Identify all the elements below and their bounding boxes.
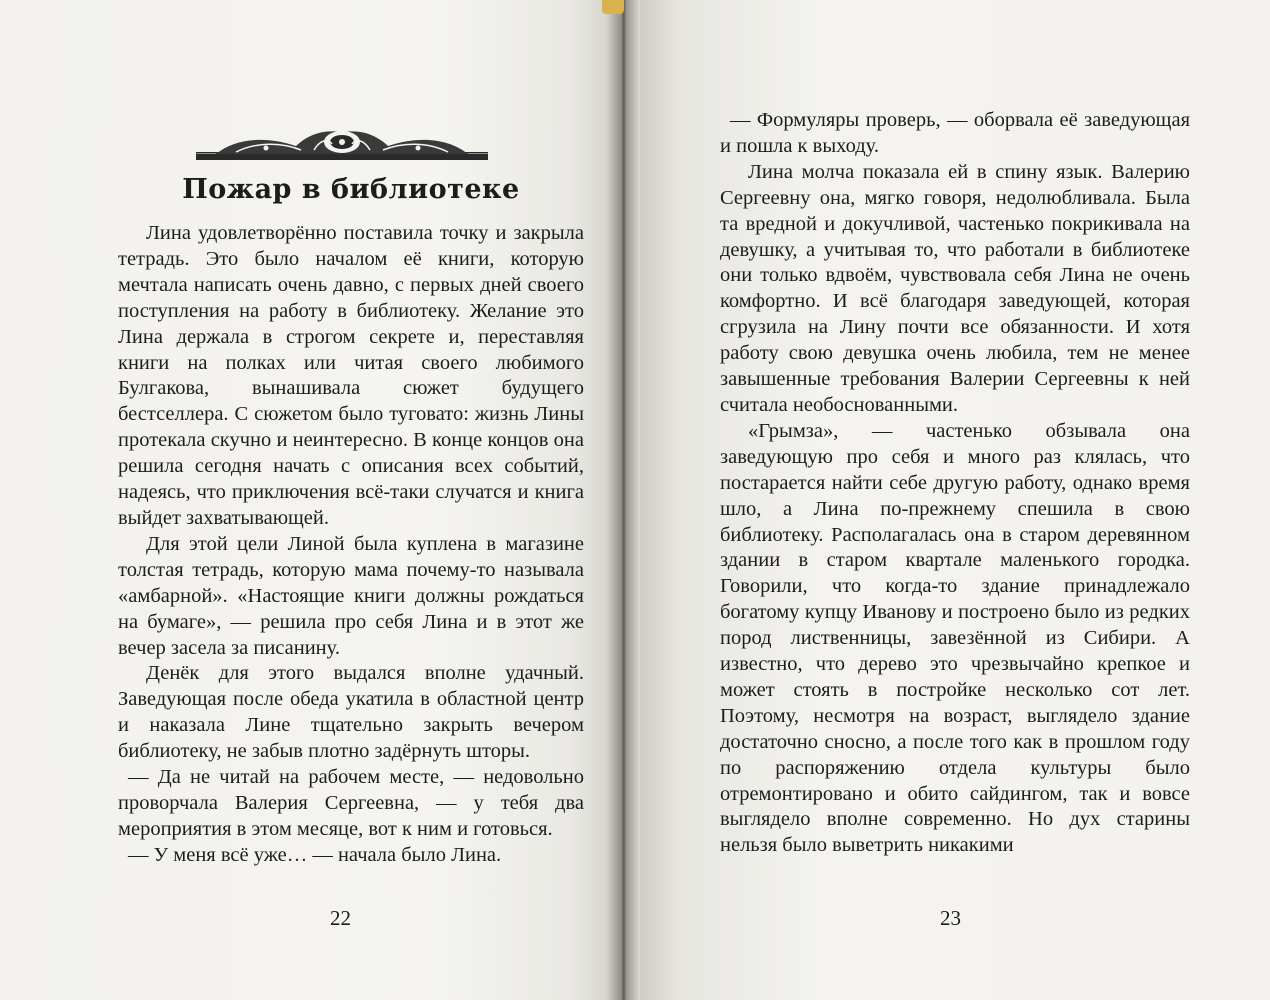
dialogue-line: — У меня всё уже… — начала было Лина. [128,843,502,866]
bookmark-ribbon [602,0,624,14]
dialogue-line: — Да не читай на рабочем месте, — недовольно проворчала Валерия Сергеевна, — у тебя два мероприятия в этом месяце, вот к ним и готовься. [118,766,584,840]
dialogue-line: — Формуляры проверь, — оборвала её заведующая и пошла к выходу. [720,109,1190,157]
right-page [630,0,1270,1000]
paragraph: Денёк для этого выдался вполне удачный. Заведующая после обеда укатила в областной центр и наказала Лине тщательно закрыть вечером библиотеку, не забыв плотно задёрнуть шторы. [118,662,584,763]
right-page-text [720,108,1190,859]
paragraph: Лина удовлетворённо поставила точку и закрыла тетрадь. Это было началом её книги, которую мечтала написать очень давно, с первых дней своего поступления на работу в библиотеку. Желание это Лина держала в строгом секрете и, переставляя книги на полках или читая своего любимого Булгакова, вынашивала сюжет будущего бестселлера. С сюжетом было туговато: жизнь Лины протекала скучно и неинтересно. В конце концов она решила сегодня начать с описания всех событий, надеясь, что приключения всё-таки случатся и книга выйдет захватывающей. [118,222,584,529]
paragraph: Для этой цели Линой была куплена в магазине толстая тетрадь, которую мама почему-то называла «амбарной». «Настоящие книги должны рождаться на бумаге», — решила про себя Лина и в этот же вечер засела за писанину. [118,532,584,659]
page-number-left: 22 [330,906,351,930]
page-number-right: 23 [940,906,961,930]
paragraph: «Грымза», — частенько обзывала она заведующую про себя и много раз клялась, что постарается найти себе другую работу, однако время шло, а Лина по-прежнему спешила в свою библиотеку. Располагалась она в старом деревянном здании в старом квартале маленького городка. Говорили, что когда-то здание принадлежало богатому купцу Иванову и построено было из редких пород лиственницы, завезённой из Сибири. А известно, что дерево это чрезвычайно крепкое и может стоять в постройке несколько сот лет. Поэтому, несмотря на возраст, выглядело здание достаточно сносно, а после того как в прошлом году по распоряжению отдела культуры было отремонтировано и обито сайдингом, так и вовсе выглядело вполне современно. Но дух старины нельзя было выветрить никакими [720,419,1190,857]
left-page-text [118,221,584,869]
book-gutter [606,0,640,1000]
left-page [0,0,622,1000]
paragraph: Лина молча показала ей в спину язык. Валерию Сергеевну она, мягко говоря, недолюбливала. Была та вредной и докучливой, частенько покрикивала на девушку, а учитывая то, что работали в библиотеке они только вдвоём, чувствовала себя Лина не очень комфортно. И всё благодаря заведующей, которая сгрузила на Лину почти все обязанности. И хотя работу свою девушка очень любила, тем не менее завышенные требования Валерии Сергеевны к ней считала необоснованными. [720,160,1190,416]
chapter-ornament-icon [196,128,488,166]
chapter-title: Пожар в библиотеке [182,174,520,205]
